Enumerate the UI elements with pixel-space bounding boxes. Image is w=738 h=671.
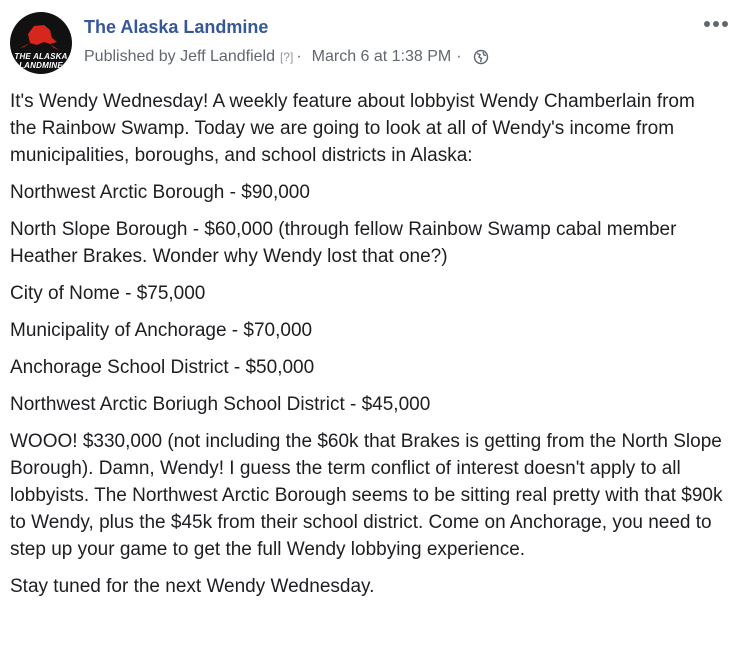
- post-paragraph-item: Municipality of Anchorage - $70,000: [10, 320, 313, 341]
- post-meta: [84, 47, 489, 67]
- help-link[interactable]: [?]: [279, 50, 294, 64]
- post-paragraph-intro: It's Wendy Wednesday! A weekly feature about lobbyist Wendy Chamberlain from the Rainbow Swamp. Today we are going to look at all of Wendy's income from municipalities, boroughs, and school districts in Alaska:: [10, 91, 695, 166]
- post-paragraph-item: Northwest Arctic Boriugh School District - $45,000: [10, 394, 431, 415]
- timestamp-link[interactable]: March 6 at 1:38 PM: [311, 48, 452, 65]
- logo-text-line1: THE ALASKA: [14, 52, 68, 61]
- globe-icon[interactable]: [473, 49, 489, 65]
- meta-separator: ·: [296, 48, 302, 65]
- post-body: [10, 88, 725, 610]
- author-link[interactable]: Jeff Landfield: [180, 48, 275, 65]
- page-name-link[interactable]: The Alaska Landmine: [84, 17, 269, 37]
- logo-text-line2: LANDMINE: [19, 61, 63, 70]
- meta-separator-2: ·: [456, 48, 462, 65]
- more-options-icon[interactable]: [703, 17, 731, 31]
- post-paragraph-closing: Stay tuned for the next Wendy Wednesday.: [10, 576, 375, 597]
- post-paragraph-item: Anchorage School District - $50,000: [10, 357, 315, 378]
- post-paragraph-summary: WOOO! $330,000 (not including the $60k that Brakes is getting from the North Slope Borough). Damn, Wendy! I guess the term conflict of interest doesn't apply to all lobbyists. The Northwest Arctic Borough seems to be sitting real pretty with that $90k to Wendy, plus the $45k from their school district. Come on Anchorage, you need to step up your game to get the full Wendy lobbying experience.: [10, 431, 723, 560]
- published-by-label: Published by: [84, 48, 176, 65]
- post-paragraph-item: Northwest Arctic Borough - $90,000: [10, 182, 310, 203]
- page-avatar[interactable]: [10, 12, 72, 74]
- post-paragraph-item: City of Nome - $75,000: [10, 283, 206, 304]
- post-paragraph-item: North Slope Borough - $60,000 (through fellow Rainbow Swamp cabal member Heather Brakes. Wonder why Wendy lost that one?): [10, 219, 677, 267]
- post-header: [0, 0, 738, 86]
